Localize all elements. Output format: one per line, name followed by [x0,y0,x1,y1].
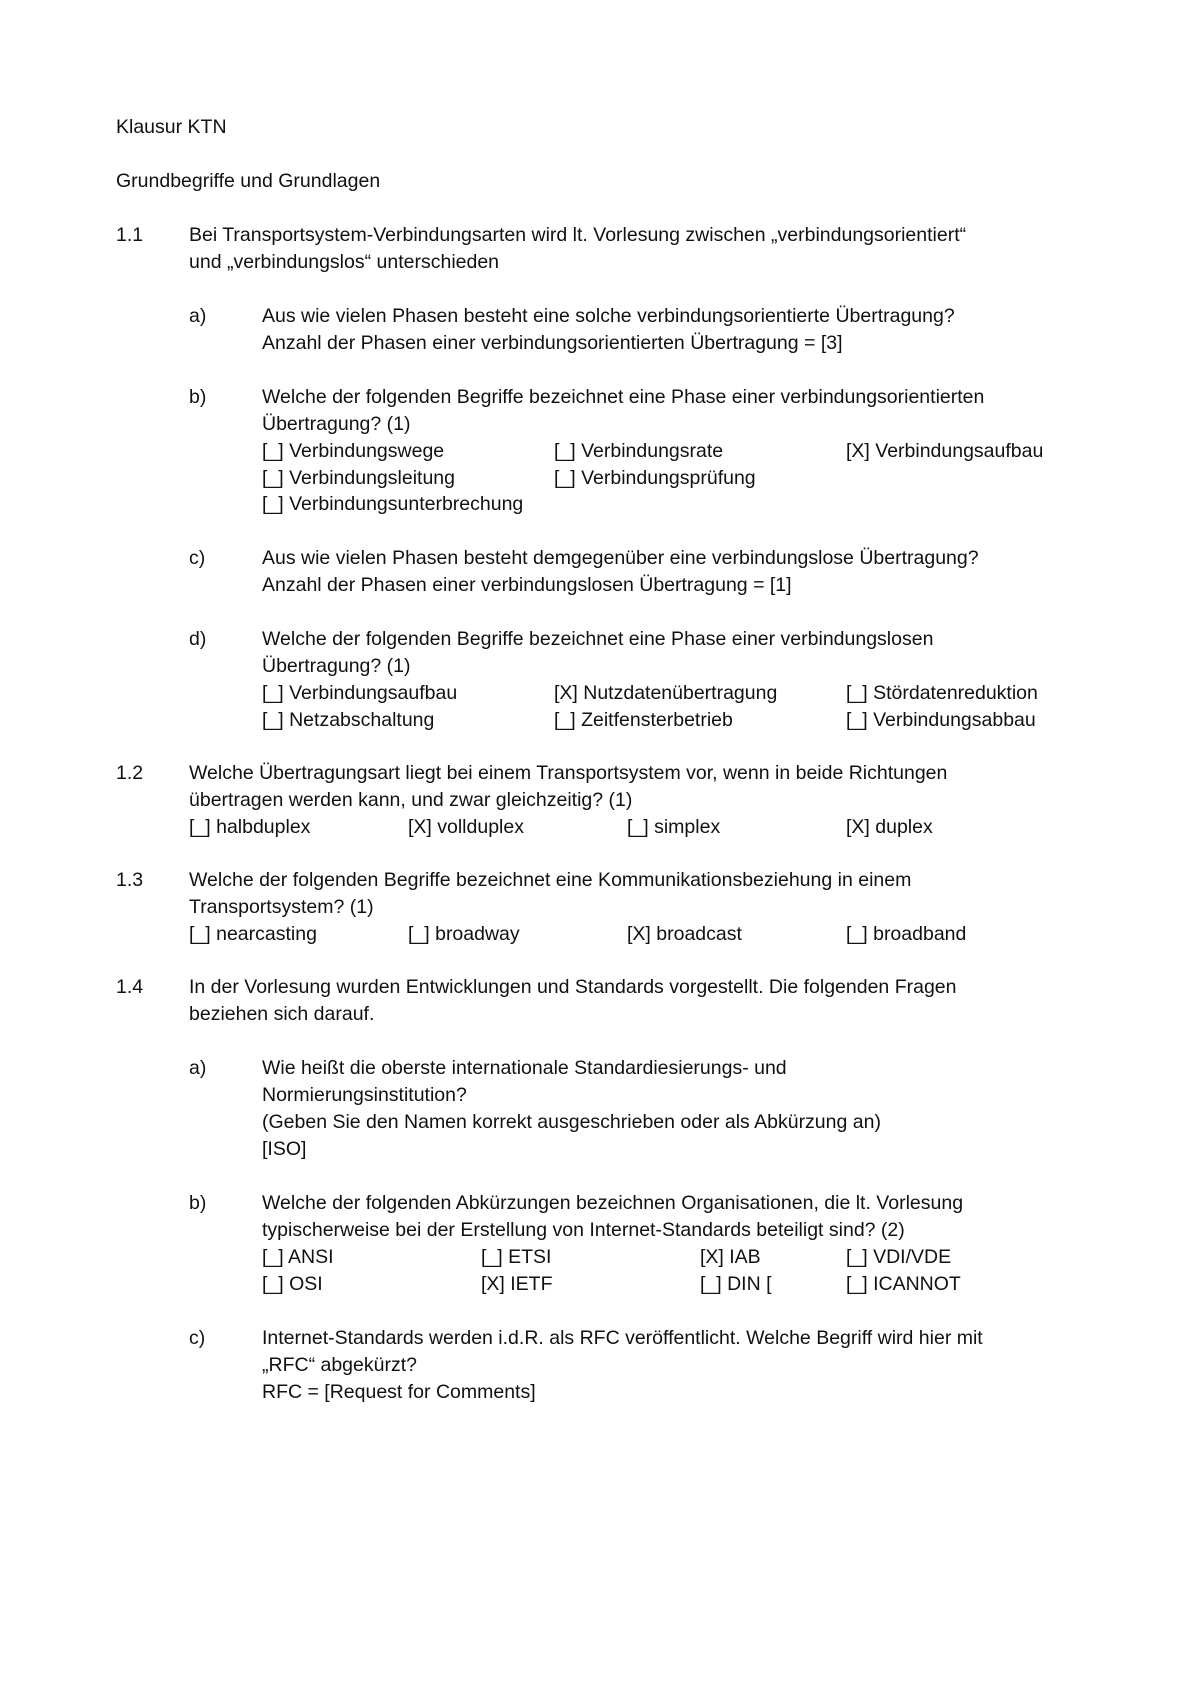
subquestion-label: c) [189,547,206,569]
subquestion-text: Welche der folgenden Begriffe bezeichnet eine Phase einer verbindungslosen [262,628,934,650]
checkbox-option[interactable]: [X] duplex [846,816,933,838]
document-title: Klausur KTN [116,116,227,138]
options-grid [262,1244,1092,1297]
checkbox-option[interactable]: [X] vollduplex [408,816,524,838]
subquestion-label: b) [189,1192,207,1214]
question-number: 1.1 [116,224,144,246]
subquestion-text: Wie heißt die oberste internationale Standardiesierungs- und [262,1057,787,1079]
checkbox-option[interactable]: [_] halbduplex [189,816,311,838]
checkbox-option[interactable]: [_] ICANNOT [846,1272,961,1295]
question-text: Welche Übertragungsart liegt bei einem Transportsystem vor, wenn in beide Richtungen [189,762,948,784]
answer-line: Anzahl der Phasen einer verbindungslosen Übertragung = [1] [262,574,792,596]
question-number: 1.3 [116,869,144,891]
question-text: beziehen sich darauf. [189,1003,375,1025]
subquestion-text: „RFC“ abgekürzt? [262,1354,417,1376]
subquestion-label: c) [189,1327,206,1349]
checkbox-option[interactable]: [_] simplex [627,816,721,838]
subquestion-text: Normierungsinstitution? [262,1084,467,1106]
question-number: 1.2 [116,762,144,784]
options-grid [262,438,1138,518]
checkbox-option[interactable]: [_] ANSI [262,1246,334,1268]
subquestion-text: Übertragung? (1) [262,655,411,677]
checkbox-option[interactable]: [_] broadway [408,923,520,945]
subquestion-hint: (Geben Sie den Namen korrekt ausgeschrieben oder als Abkürzung an) [262,1111,881,1133]
options-grid [189,921,1065,948]
checkbox-option[interactable]: [X] Nutzdatenübertragung [554,682,778,704]
checkbox-option[interactable]: [_] Verbindungsaufbau [262,682,458,704]
checkbox-option[interactable]: [_] VDI/VDE [846,1246,952,1268]
question-number: 1.4 [116,976,144,998]
question-text: übertragen werden kann, und zwar gleichzeitig? (1) [189,789,633,811]
checkbox-option[interactable]: [_] Verbindungsabbau [846,708,1036,731]
checkbox-option[interactable]: [_] Verbindungswege [262,440,445,462]
section-heading: Grundbegriffe und Grundlagen [116,170,381,192]
question-text: In der Vorlesung wurden Entwicklungen und Standards vorgestellt. Die folgenden Fragen [189,976,957,998]
subquestion-text: Welche der folgenden Begriffe bezeichnet eine Phase einer verbindungsorientierten [262,386,985,408]
subquestion-label: a) [189,1057,207,1079]
question-text: Welche der folgenden Begriffe bezeichnet eine Kommunikationsbeziehung in einem [189,869,912,891]
checkbox-option[interactable]: [X] broadcast [627,923,742,945]
subquestion-text: Internet-Standards werden i.d.R. als RFC veröffentlicht. Welche Begriff wird hier mit [262,1327,983,1349]
checkbox-option[interactable]: [_] ETSI [481,1246,552,1268]
subquestion-text: typischerweise bei der Erstellung von Internet-Standards beteiligt sind? (2) [262,1219,905,1241]
question-text: Bei Transportsystem-Verbindungsarten wird lt. Vorlesung zwischen „verbindungsorientiert“ [189,224,967,246]
subquestion-label: a) [189,305,207,327]
subquestion-text: Welche der folgenden Abkürzungen bezeichnen Organisationen, die lt. Vorlesung [262,1192,964,1214]
checkbox-option[interactable]: [_] OSI [262,1272,323,1295]
subquestion-label: b) [189,386,207,408]
question-text: und „verbindungslos“ unterschieden [189,251,500,273]
checkbox-option[interactable]: [_] Stördatenreduktion [846,682,1038,704]
checkbox-option[interactable]: [_] Zeitfensterbetrieb [554,708,733,731]
subquestion-text: Aus wie vielen Phasen besteht eine solche verbindungsorientierte Übertragung? [262,305,955,327]
checkbox-option[interactable]: [_] Verbindungsprüfung [554,466,756,489]
checkbox-option[interactable]: [_] Verbindungsleitung [262,466,455,489]
question-text: Transportsystem? (1) [189,896,374,918]
checkbox-option[interactable]: [_] Verbindungsunterbrechung [262,493,524,516]
checkbox-option[interactable]: [X] Verbindungsaufbau [846,440,1044,462]
answer-line: Anzahl der Phasen einer verbindungsorientierten Übertragung = [3] [262,332,843,354]
checkbox-option[interactable]: [_] broadband [846,923,967,945]
subquestion-text: Übertragung? (1) [262,413,411,435]
checkbox-option[interactable]: [_] nearcasting [189,923,317,945]
subquestion-text: Aus wie vielen Phasen besteht demgegenüber eine verbindungslose Übertragung? [262,547,979,569]
answer-line: [ISO] [262,1138,307,1160]
checkbox-option[interactable]: [X] IETF [481,1272,553,1295]
subquestion-label: d) [189,628,207,650]
answer-line: RFC = [Request for Comments] [262,1381,536,1403]
options-grid [262,680,1138,733]
checkbox-option[interactable]: [_] Verbindungsrate [554,440,724,462]
checkbox-option[interactable]: [_] Netzabschaltung [262,708,435,731]
checkbox-option[interactable]: [_] DIN [ [700,1272,772,1295]
options-grid [189,814,1065,841]
checkbox-option[interactable]: [X] IAB [700,1246,761,1268]
